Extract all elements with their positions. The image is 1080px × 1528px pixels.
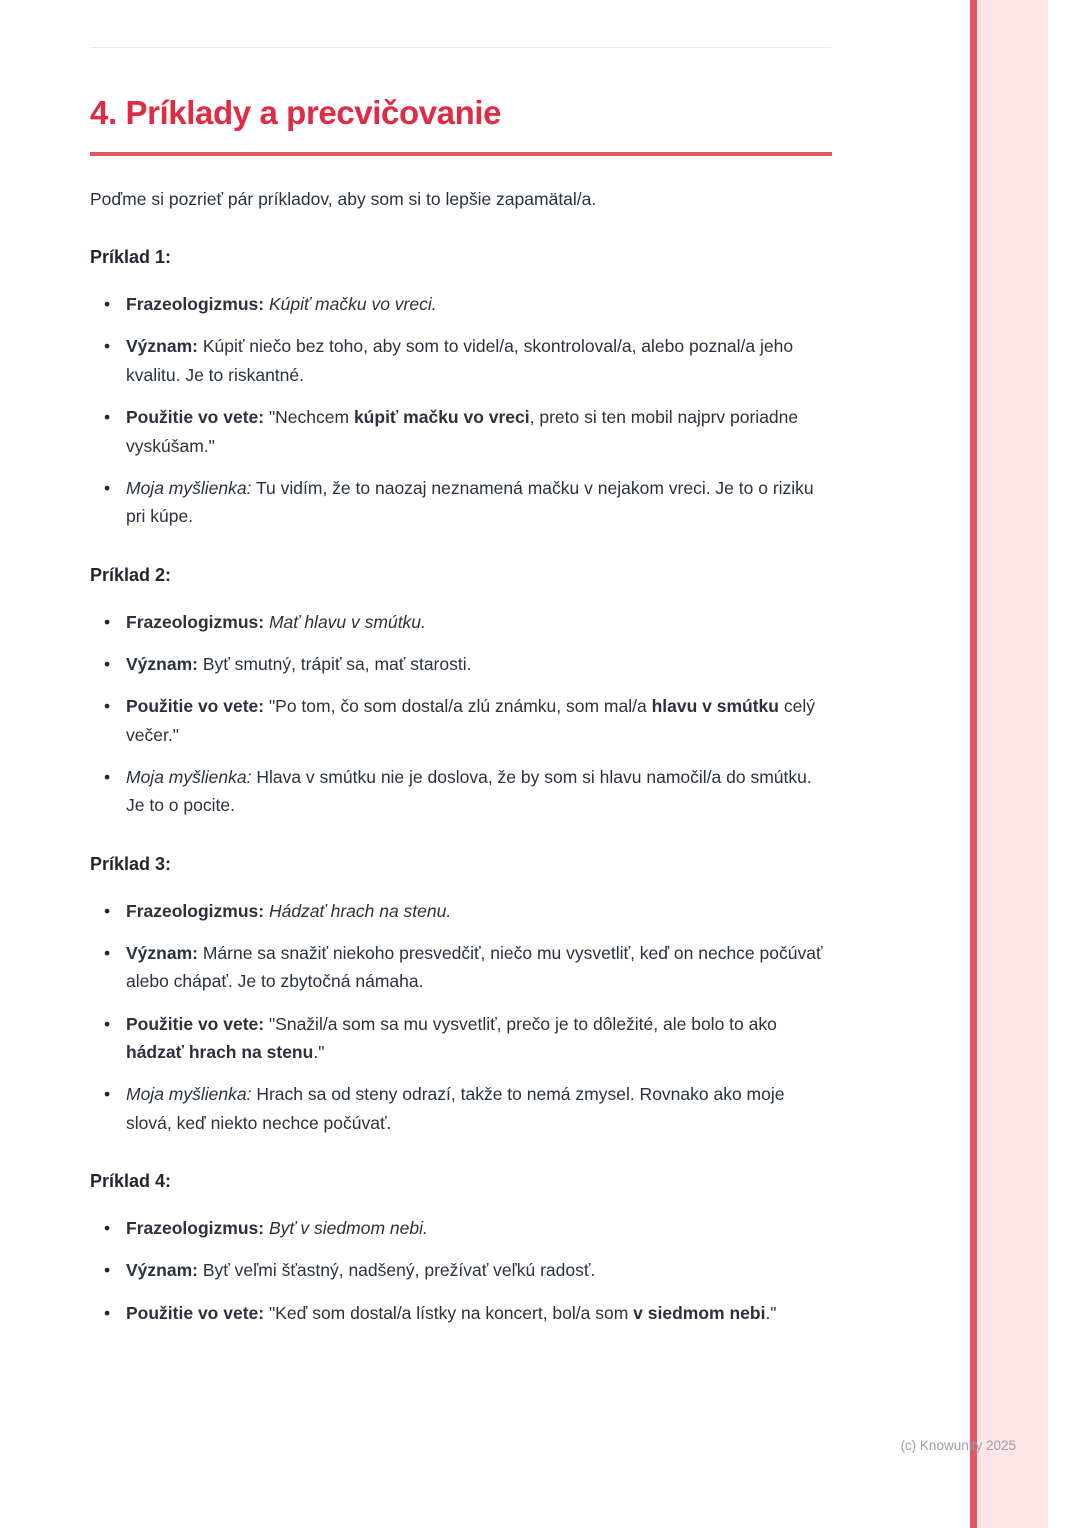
example-list <box>90 608 832 820</box>
list-item <box>126 650 832 678</box>
text-segment: "Keď som dostal/a lístky na koncert, bol/a som <box>264 1302 634 1323</box>
text-segment: v siedmom nebi <box>633 1302 766 1323</box>
text-segment: Moja myšlienka: <box>126 1084 252 1105</box>
list-item <box>126 897 832 925</box>
text-segment: ." <box>313 1041 325 1062</box>
accent-band <box>977 0 1048 1528</box>
example-list <box>90 290 832 530</box>
top-divider <box>90 47 831 48</box>
text-segment: Význam: <box>126 942 198 963</box>
list-item <box>126 1214 832 1242</box>
text-segment: Frazeologizmus: <box>126 1218 265 1238</box>
list-item <box>126 403 832 460</box>
text-segment: hádzať hrach na stenu <box>126 1041 314 1062</box>
list-item <box>126 1299 832 1327</box>
text-segment: Použitie vo vete: <box>126 696 265 717</box>
list-item <box>126 474 832 531</box>
text-segment: Kúpiť niečo bez toho, aby som to videl/a, skontroloval/a, alebo poznal/a jeho kvalitu. Je to riskantné. <box>126 336 794 385</box>
text-segment: Význam: <box>126 653 198 674</box>
text-segment: Použitie vo vete: <box>126 1302 265 1323</box>
text-segment: "Snažil/a som sa mu vysvetliť, prečo je to dôležité, ale bolo to ako <box>264 1013 777 1034</box>
text-segment: "Nechcem <box>264 407 354 428</box>
text-segment: , preto si ten mobil najprv poriadne vyskúšam." <box>126 407 799 456</box>
text-segment: Byť smutný, trápiť sa, mať starosti. <box>197 653 472 674</box>
example-list <box>90 897 832 1137</box>
list-item <box>126 692 832 749</box>
example-label: Príklad 2: <box>90 564 172 585</box>
list-item <box>126 332 832 389</box>
text-segment: Použitie vo vete: <box>126 407 265 428</box>
intro-text: Poďme si pozrieť pár príkladov, aby som si to lepšie zapamätal/a. <box>90 189 597 209</box>
list-item <box>126 608 832 636</box>
text-segment: Márne sa snažiť niekoho presvedčiť, niečo mu vysvetliť, keď on nechce počúvať alebo chápať. Je to zbytočná námaha. <box>126 942 823 992</box>
text-segment: Hádzať hrach na stenu. <box>268 900 452 921</box>
text-segment: "Po tom, čo som dostal/a zlú známku, som mal/a <box>264 696 652 717</box>
example-label: Príklad 4: <box>90 1171 172 1191</box>
text-segment: Moja myšlienka: <box>126 766 252 787</box>
text-segment: Použitie vo vete: <box>126 1013 265 1034</box>
text-segment: hlavu v smútku <box>651 696 779 717</box>
text-segment: kúpiť mačku vo vreci <box>353 407 530 428</box>
text-segment: Význam: <box>126 336 198 357</box>
text-segment: Hrach sa od steny odrazí, takže to nemá zmysel. Rovnako ako moje slová, keď niekto nechce počúvať. <box>126 1084 785 1133</box>
list-item <box>126 1080 832 1137</box>
examples <box>90 247 832 1327</box>
text-segment: Frazeologizmus: <box>126 611 265 632</box>
list-item <box>126 1256 832 1284</box>
list-item <box>126 939 832 996</box>
list-item <box>126 1010 832 1067</box>
text-segment: Byť v siedmom nebi. <box>268 1218 428 1238</box>
page-title: 4. Príklady a precvičovanie <box>90 94 502 131</box>
text-segment: Kúpiť mačku vo vreci. <box>268 294 437 315</box>
accent-line <box>970 0 977 1528</box>
example-list <box>90 1214 832 1327</box>
document-content <box>90 94 832 1341</box>
text-segment: Tu vidím, že to naozaj neznamená mačku v nejakom vreci. Je to o riziku pri kúpe. <box>126 477 814 527</box>
text-segment: Moja myšlienka: <box>126 477 252 498</box>
text-segment: Frazeologizmus: <box>126 294 265 315</box>
text-segment: Frazeologizmus: <box>126 900 265 921</box>
text-segment: Význam: <box>126 1260 198 1281</box>
text-segment: Hlava v smútku nie je doslova, že by som si hlavu namočil/a do smútku. Je to o pocite. <box>126 766 812 816</box>
example-label: Príklad 1: <box>90 247 172 268</box>
text-segment: Mať hlavu v smútku. <box>268 611 426 632</box>
text-segment: ." <box>765 1302 777 1323</box>
text-segment: celý večer." <box>126 696 815 745</box>
list-item <box>126 763 832 820</box>
text-segment: Byť veľmi šťastný, nadšený, prežívať veľkú radosť. <box>197 1260 596 1281</box>
example-label: Príklad 3: <box>90 853 172 874</box>
title-rule <box>90 152 832 156</box>
footer-credit: (c) Knowunity 2025 <box>900 1438 1016 1453</box>
list-item <box>126 290 832 318</box>
